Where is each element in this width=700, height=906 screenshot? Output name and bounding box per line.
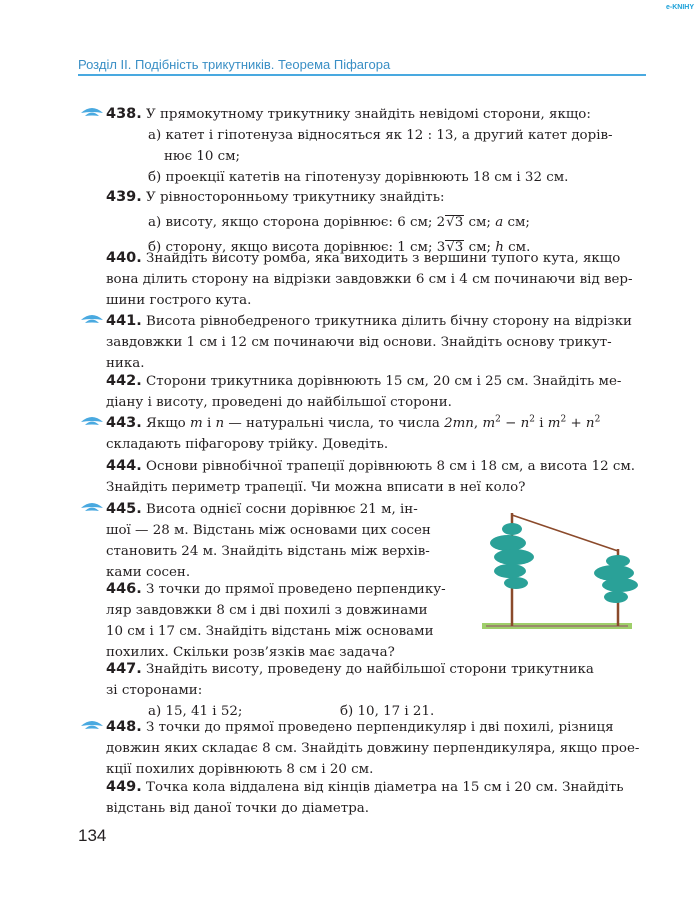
tops-connector-line xyxy=(512,515,618,551)
sqrt-expression: √3 xyxy=(446,240,464,255)
tall-pine-crown xyxy=(490,523,534,589)
advanced-marker-icon xyxy=(79,311,105,328)
short-pine-crown xyxy=(594,555,638,603)
pine-trees-illustration xyxy=(478,505,648,640)
sqrt-expression: √3 xyxy=(446,215,464,230)
problem-447: 447. Знайдіть висоту, проведену до найбільшої сторони трикутника зі сторонами: а) 15, 41 і 52; б) 10, 17 і 21. xyxy=(106,661,594,719)
problem-445: 445. Висота однієї сосни дорівнює 21 м, ін- шої — 28 м. Відстань між основами цих сосен становить 24 м. Знайдіть відстань між верхів- ками сосен. xyxy=(106,501,431,580)
problem-442: 442. Сторони трикутника дорівнюють 15 см, 20 см і 25 см. Знайдіть ме- діану і висоту, проведені до найбільшої сторони. xyxy=(106,373,622,410)
advanced-marker-icon xyxy=(79,499,105,516)
problem-439: 439. У рівносторонньому трикутнику знайдіть: а) висоту, якщо сторона дорівнює: 6 см; 2√3 см; a см; б) сторону, якщо висота дорівнює: 1 см; 3√3 см; h см. xyxy=(106,189,531,255)
problem-444: 444. Основи рівнобічної трапеції дорівнюють 8 см і 18 см, а висота 12 см. Знайдіть периметр трапеції. Чи можна вписати в неї коло? xyxy=(106,458,636,495)
header-rule xyxy=(78,74,646,76)
page-number: 134 xyxy=(78,826,107,845)
advanced-marker-icon xyxy=(79,104,105,121)
publisher-logo: e-KNIHY xyxy=(665,4,694,11)
page-header: Розділ ІІ. Подібність трикутників. Теорема Піфагора xyxy=(78,57,391,72)
problem-446: 446. З точки до прямої проведено перпендику- ляр завдовжки 8 см і дві похилі з довжинами 10 см і 17 см. Знайдіть відстань між основами похилих. Скільки розв’язків має задача? xyxy=(106,581,446,660)
advanced-marker-icon xyxy=(79,413,105,430)
problem-449: 449. Точка кола віддалена від кінців діаметра на 15 см і 20 см. Знайдіть відстань від даної точки до діаметра. xyxy=(106,779,624,816)
problem-440: 440. Знайдіть висоту ромба, яка виходить з вершини тупого кута, якщо вона ділить сторону на відрізки завдовжки 6 см і 4 см починаючи від вер- шини гострого кута. xyxy=(106,250,633,308)
problem-448: 448. З точки до прямої проведено перпендикуляр і дві похилі, різниця довжин яких складає 8 см. Знайдіть довжину перпендикуляра, якщо прое- кції похилих дорівнюють 8 см і 20 см. xyxy=(106,719,640,777)
advanced-marker-icon xyxy=(79,717,105,734)
problem-438: 438. У прямокутному трикутнику знайдіть невідомі сторони, якщо: а) катет і гіпотенуза відносяться як 12 : 13, а другий катет дорів- нює 10 см; б) проекції катетів на гіпотенузу дорівнюють 18 см і 32 см. xyxy=(106,106,613,185)
problem-443: 443. Якщо m і n — натуральні числа, то числа 2mn, $m^2 - n^2$ і $m^2 + n^2$ складають піфагорову трійку. Доведіть. xyxy=(106,414,601,452)
problem-441: 441. Висота рівнобедреного трикутника ділить бічну сторону на відрізки завдовжки 1 см і 12 см починаючи від основи. Знайдіть основу трикут- ника. xyxy=(106,313,632,371)
